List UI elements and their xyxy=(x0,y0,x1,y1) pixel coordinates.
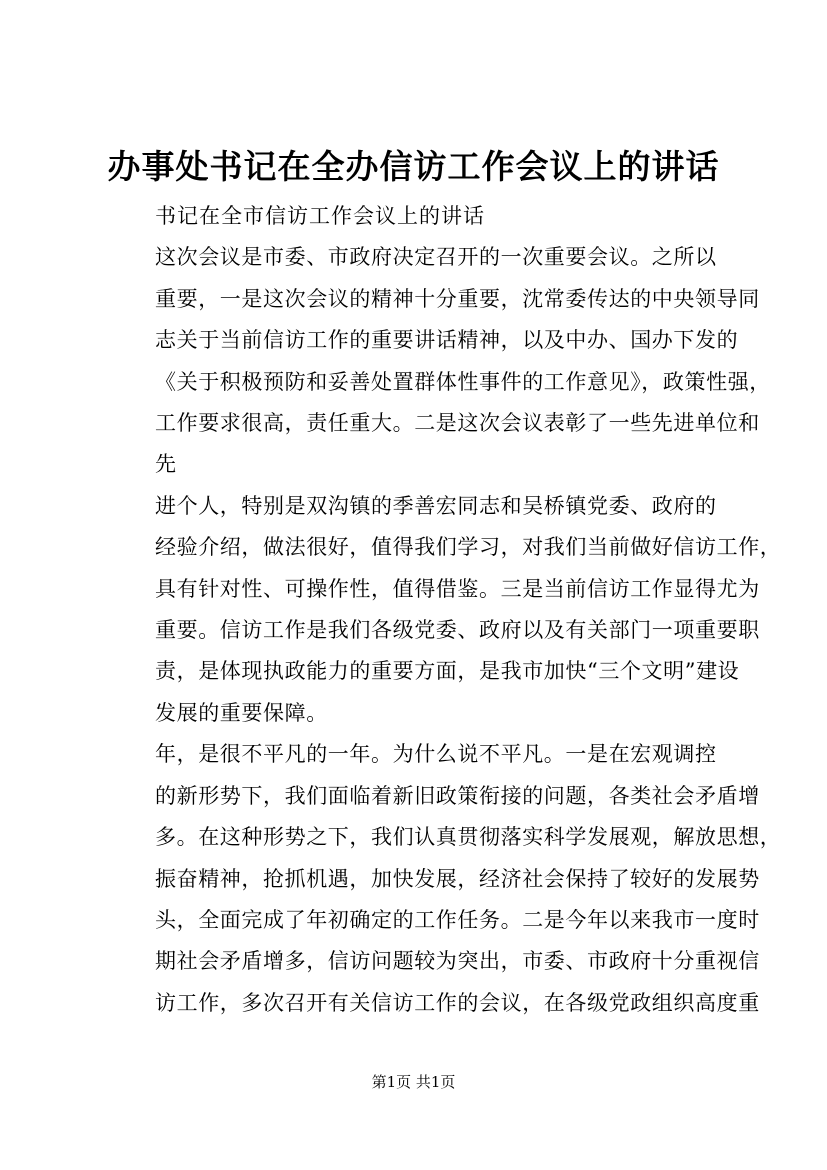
text-line: 进个人，特别是双沟镇的季善宏同志和吴桥镇党委、政府的 xyxy=(155,493,717,518)
text-line: 发展的重要保障。 xyxy=(155,700,328,725)
text-line: 多。在这种形势之下，我们认真贯彻落实科学发展观，解放思想， xyxy=(155,825,782,850)
text-line: 重要，一是这次会议的精神十分重要，沈常委传达的中央领导同 xyxy=(155,286,760,311)
page-footer: 第1页 共1页 xyxy=(371,1073,456,1091)
document-title: 办事处书记在全办信访工作会议上的讲话 xyxy=(107,147,720,186)
text-line: 具有针对性、可操作性，值得借鉴。三是当前信访工作显得尤为 xyxy=(155,576,760,601)
text-line: 振奋精神，抢抓机遇，加快发展，经济社会保持了较好的发展势 xyxy=(155,866,760,891)
text-line: 工作要求很高，责任重大。二是这次会议表彰了一些先进单位和 xyxy=(155,411,760,436)
text-line: 责，是体现执政能力的重要方面，是我市加快“三个文明”建设 xyxy=(155,659,740,684)
document-body xyxy=(113,196,782,1024)
paragraph-2 xyxy=(113,486,782,734)
text-line: 年，是很不平凡的一年。为什么说不平凡。一是在宏观调控 xyxy=(155,742,717,767)
text-line: 重要。信访工作是我们各级党委、政府以及有关部门一项重要职 xyxy=(155,618,760,643)
text-line: 《关于积极预防和妥善处置群体性事件的工作意见》，政策性强， xyxy=(155,369,771,394)
text-line: 先 xyxy=(155,452,177,477)
text-line: 经验介绍，做法很好，值得我们学习，对我们当前做好信访工作， xyxy=(155,535,782,560)
document-subtitle: 书记在全市信访工作会议上的讲话 xyxy=(155,204,485,228)
text-line: 访工作，多次召开有关信访工作的会议，在各级党政组织高度重 xyxy=(155,990,760,1015)
text-line: 的新形势下，我们面临着新旧政策衔接的问题，各类社会矛盾增 xyxy=(155,783,760,808)
text-line: 这次会议是市委、市政府决定召开的一次重要会议。之所以 xyxy=(155,245,717,270)
paragraph-1 xyxy=(113,237,771,485)
paragraph-3 xyxy=(113,734,782,1024)
text-line: 期社会矛盾增多，信访问题较为突出，市委、市政府十分重视信 xyxy=(155,949,760,974)
text-line: 头，全面完成了年初确定的工作任务。二是今年以来我市一度时 xyxy=(155,907,760,932)
text-line: 志关于当前信访工作的重要讲话精神，以及中办、国办下发的 xyxy=(155,328,739,353)
